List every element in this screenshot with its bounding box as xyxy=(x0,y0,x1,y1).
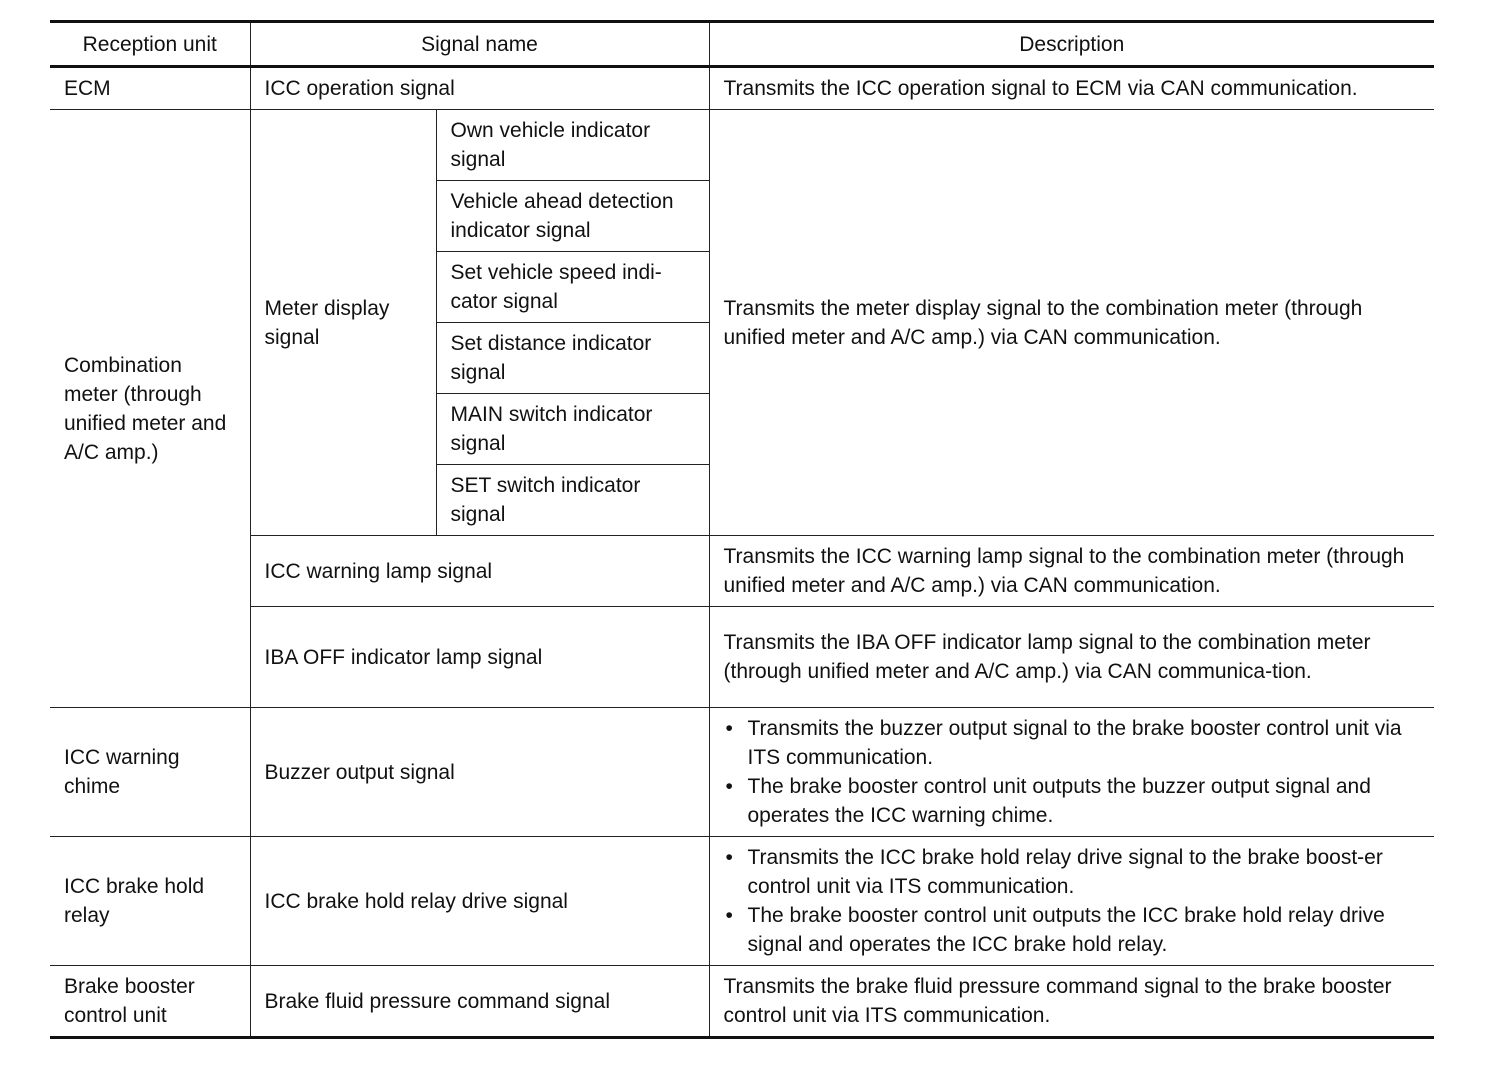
description-cell: Transmits the ICC warning lamp signal to the combination meter (through unified meter and A/C amp.) via CAN communication. xyxy=(709,536,1434,607)
signal-name-cell: ICC warning lamp signal xyxy=(250,536,709,607)
table-row xyxy=(50,966,1434,1038)
bullet-text: The brake booster control unit outputs the ICC brake hold relay drive signal and operates the ICC brake hold relay. xyxy=(747,904,1385,956)
sub-signal-cell: Set distance indicator signal xyxy=(436,323,709,394)
header-reception-unit: Reception unit xyxy=(50,22,250,67)
description-cell: Transmits the meter display signal to the combination meter (through unified meter and A/C amp.) via CAN communication. xyxy=(709,110,1434,536)
description-cell: Transmits the IBA OFF indicator lamp signal to the combination meter (through unified meter and A/C amp.) via CAN communica-tion. xyxy=(709,607,1434,708)
table-row xyxy=(50,708,1434,837)
table-row xyxy=(50,837,1434,966)
signal-name-cell: IBA OFF indicator lamp signal xyxy=(250,607,709,708)
header-description: Description xyxy=(709,22,1434,67)
description-cell xyxy=(709,708,1434,837)
table-row xyxy=(50,607,1434,708)
list-item xyxy=(724,901,1421,959)
signal-table xyxy=(50,20,1434,1039)
signal-name-cell: Brake fluid pressure command signal xyxy=(250,966,709,1038)
table-row xyxy=(50,67,1434,110)
reception-unit-cell: Combination meter (through unified meter and A/C amp.) xyxy=(50,110,250,708)
table-row xyxy=(50,110,1434,181)
bullet-text: The brake booster control unit outputs the buzzer output signal and operates the ICC warning chime. xyxy=(747,775,1371,827)
bullet-text: Transmits the buzzer output signal to the brake booster control unit via ITS communication. xyxy=(747,717,1402,769)
bullet-icon: • xyxy=(725,717,733,740)
header-signal-name: Signal name xyxy=(250,22,709,67)
list-item xyxy=(724,772,1421,830)
sub-signal-cell: MAIN switch indicator signal xyxy=(436,394,709,465)
table-row xyxy=(50,536,1434,607)
sub-signal-cell: Set vehicle speed indi-cator signal xyxy=(436,252,709,323)
bullet-text: Transmits the ICC brake hold relay drive signal to the brake boost-er control unit via ITS communication. xyxy=(747,846,1383,898)
description-cell: Transmits the brake fluid pressure command signal to the brake booster control unit via ITS communication. xyxy=(709,966,1434,1038)
reception-unit-cell: ICC brake hold relay xyxy=(50,837,250,966)
reception-unit-cell: ECM xyxy=(50,67,250,110)
bullet-icon: • xyxy=(725,904,733,927)
bullet-list xyxy=(724,843,1421,959)
sub-signal-cell: Own vehicle indicator signal xyxy=(436,110,709,181)
signal-name-cell: Meter display signal xyxy=(250,110,436,536)
reception-unit-cell: Brake booster control unit xyxy=(50,966,250,1038)
bullet-icon: • xyxy=(725,846,733,869)
sub-signal-cell: Vehicle ahead detection indicator signal xyxy=(436,181,709,252)
sub-signal-cell: SET switch indicator signal xyxy=(436,465,709,536)
bullet-list xyxy=(724,714,1421,830)
description-cell: Transmits the ICC operation signal to ECM via CAN communication. xyxy=(709,67,1434,110)
bullet-icon: • xyxy=(725,775,733,798)
signal-name-cell: ICC operation signal xyxy=(250,67,709,110)
header-row xyxy=(50,22,1434,67)
signal-name-cell: ICC brake hold relay drive signal xyxy=(250,837,709,966)
signal-name-cell: Buzzer output signal xyxy=(250,708,709,837)
list-item xyxy=(724,843,1421,901)
description-cell xyxy=(709,837,1434,966)
reception-unit-cell: ICC warning chime xyxy=(50,708,250,837)
list-item xyxy=(724,714,1421,772)
